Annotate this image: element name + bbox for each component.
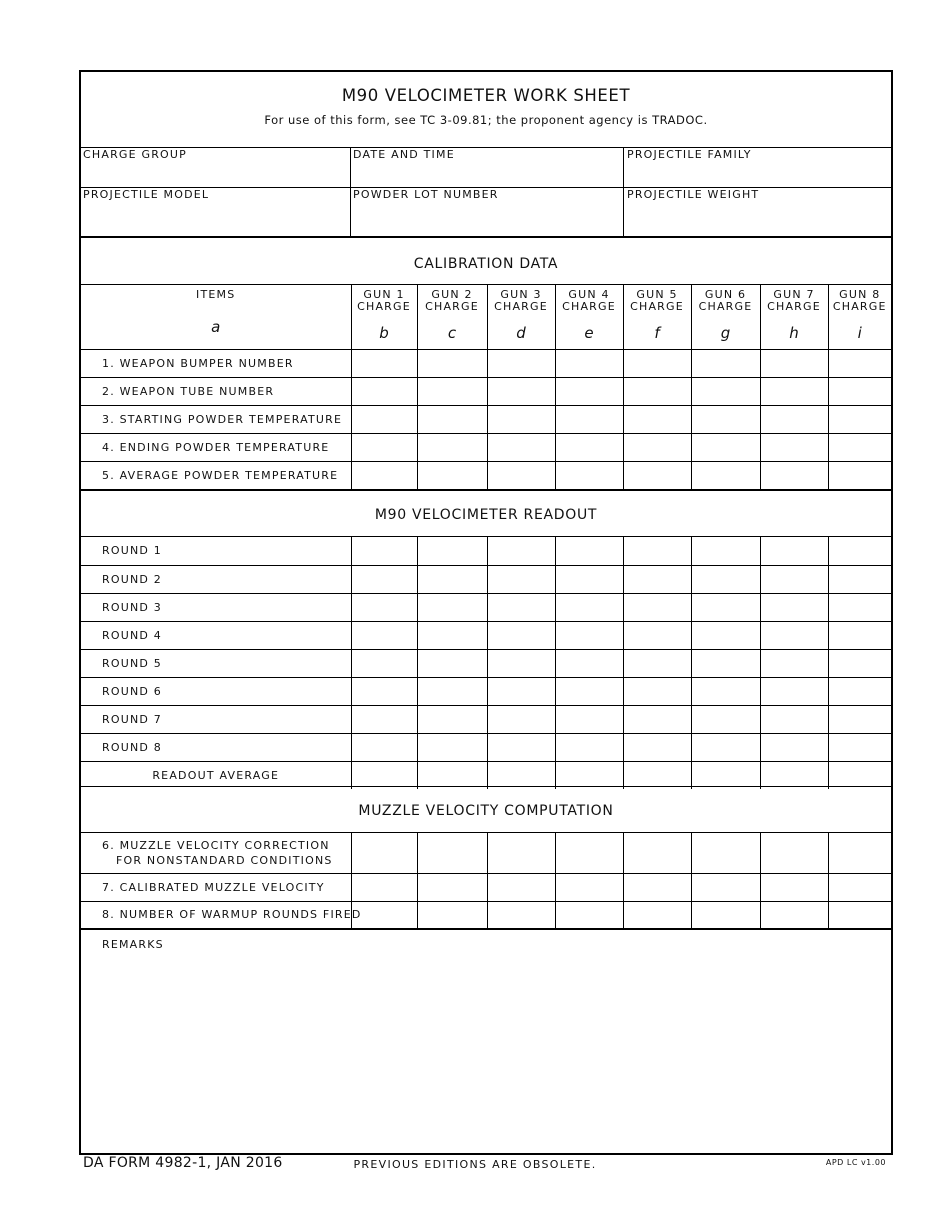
entry-cell[interactable] — [351, 433, 417, 461]
entry-cell[interactable] — [760, 433, 828, 461]
entry-cell[interactable] — [487, 565, 555, 593]
gun-8-header: GUN 8 CHARGE i — [828, 285, 891, 349]
entry-cell[interactable] — [487, 433, 555, 461]
entry-cell[interactable] — [623, 377, 691, 405]
calibration-table — [81, 285, 891, 489]
date-time-field[interactable]: DATE AND TIME — [353, 148, 455, 161]
entry-cell[interactable] — [760, 705, 828, 733]
table-row — [81, 461, 891, 489]
row-label: 3. STARTING POWDER TEMPERATURE — [81, 405, 351, 433]
entry-cell[interactable] — [623, 621, 691, 649]
entry-cell[interactable] — [351, 537, 417, 565]
entry-cell[interactable] — [555, 565, 623, 593]
entry-cell[interactable] — [828, 705, 891, 733]
gun-7-header: GUN 7 CHARGE h — [760, 285, 828, 349]
divider — [81, 236, 891, 238]
projectile-family-field[interactable]: PROJECTILE FAMILY — [627, 148, 752, 161]
entry-cell[interactable] — [555, 705, 623, 733]
entry-cell[interactable] — [691, 733, 760, 761]
entry-cell[interactable] — [760, 349, 828, 377]
row-label: ROUND 2 — [81, 565, 351, 593]
entry-cell[interactable] — [417, 733, 487, 761]
entry-cell[interactable] — [555, 593, 623, 621]
entry-cell[interactable] — [828, 761, 891, 789]
entry-cell[interactable] — [760, 593, 828, 621]
entry-cell[interactable] — [828, 565, 891, 593]
gun-1-header: GUN 1 CHARGE b — [351, 285, 417, 349]
table-row — [81, 537, 891, 565]
entry-cell[interactable] — [623, 649, 691, 677]
entry-cell[interactable] — [555, 901, 623, 928]
entry-cell[interactable] — [487, 761, 555, 789]
entry-cell[interactable] — [487, 461, 555, 489]
entry-cell[interactable] — [691, 761, 760, 789]
entry-cell[interactable] — [417, 901, 487, 928]
entry-cell[interactable] — [487, 349, 555, 377]
row-label: 6. MUZZLE VELOCITY CORRECTION FOR NONSTANDARD CONDITIONS — [81, 833, 351, 873]
entry-cell[interactable] — [691, 621, 760, 649]
entry-cell[interactable] — [487, 901, 555, 928]
entry-cell[interactable] — [555, 377, 623, 405]
entry-cell[interactable] — [417, 833, 487, 873]
entry-cell[interactable] — [623, 901, 691, 928]
entry-cell[interactable] — [417, 593, 487, 621]
entry-cell[interactable] — [623, 733, 691, 761]
readout-table — [81, 537, 891, 789]
table-row — [81, 833, 891, 873]
entry-cell[interactable] — [760, 761, 828, 789]
row-label: 2. WEAPON TUBE NUMBER — [81, 377, 351, 405]
entry-cell[interactable] — [351, 705, 417, 733]
entry-cell[interactable] — [417, 565, 487, 593]
calibration-title: CALIBRATION DATA — [413, 256, 559, 272]
entry-cell[interactable] — [691, 433, 760, 461]
table-row — [81, 565, 891, 593]
table-row — [81, 621, 891, 649]
row-label: ROUND 8 — [81, 733, 351, 761]
entry-cell[interactable] — [555, 621, 623, 649]
entry-cell[interactable] — [487, 621, 555, 649]
entry-cell[interactable] — [351, 349, 417, 377]
entry-cell[interactable] — [691, 565, 760, 593]
entry-cell[interactable] — [417, 705, 487, 733]
entry-cell[interactable] — [351, 833, 417, 873]
entry-cell[interactable] — [555, 405, 623, 433]
entry-cell[interactable] — [351, 461, 417, 489]
row-label: 7. CALIBRATED MUZZLE VELOCITY — [81, 873, 351, 901]
entry-cell[interactable] — [417, 873, 487, 901]
entry-cell[interactable] — [623, 349, 691, 377]
table-row — [81, 349, 891, 377]
entry-cell[interactable] — [760, 649, 828, 677]
entry-cell[interactable] — [417, 377, 487, 405]
divider — [81, 489, 891, 491]
entry-cell[interactable] — [691, 833, 760, 873]
gun-4-header: GUN 4 CHARGE e — [555, 285, 623, 349]
entry-cell[interactable] — [417, 621, 487, 649]
entry-cell[interactable] — [828, 621, 891, 649]
entry-cell[interactable] — [555, 733, 623, 761]
entry-cell[interactable] — [691, 873, 760, 901]
entry-cell[interactable] — [555, 461, 623, 489]
entry-cell[interactable] — [691, 461, 760, 489]
entry-cell[interactable] — [828, 433, 891, 461]
entry-cell[interactable] — [351, 873, 417, 901]
entry-cell[interactable] — [623, 537, 691, 565]
charge-group-field[interactable]: CHARGE GROUP — [83, 148, 188, 161]
form-subtitle: For use of this form, see TC 3-09.81; the proponent agency is TRADOC. — [264, 113, 708, 127]
muzzle-title: MUZZLE VELOCITY COMPUTATION — [358, 803, 614, 819]
table-row — [81, 733, 891, 761]
row-label: ROUND 5 — [81, 649, 351, 677]
projectile-model-field[interactable]: PROJECTILE MODEL — [83, 188, 210, 201]
entry-cell[interactable] — [623, 405, 691, 433]
entry-cell[interactable] — [623, 833, 691, 873]
table-row — [81, 873, 891, 901]
row-label: 1. WEAPON BUMPER NUMBER — [81, 349, 351, 377]
entry-cell[interactable] — [623, 593, 691, 621]
entry-cell[interactable] — [828, 405, 891, 433]
row-label: 8. NUMBER OF WARMUP ROUNDS FIRED — [81, 901, 351, 928]
entry-cell[interactable] — [828, 677, 891, 705]
table-row — [81, 433, 891, 461]
entry-cell[interactable] — [760, 621, 828, 649]
divider — [81, 786, 891, 787]
row-label: 4. ENDING POWDER TEMPERATURE — [81, 433, 351, 461]
table-row — [81, 901, 891, 928]
entry-cell[interactable] — [691, 377, 760, 405]
entry-cell[interactable] — [623, 705, 691, 733]
entry-cell[interactable] — [828, 461, 891, 489]
entry-cell[interactable] — [691, 593, 760, 621]
entry-cell[interactable] — [351, 649, 417, 677]
entry-cell[interactable] — [828, 901, 891, 928]
row-label: 5. AVERAGE POWDER TEMPERATURE — [81, 461, 351, 489]
title-block — [81, 72, 891, 147]
remarks-field[interactable]: REMARKS — [102, 938, 164, 951]
form-id: DA FORM 4982-1, JAN 2016 — [83, 1155, 283, 1171]
entry-cell[interactable] — [828, 833, 891, 873]
entry-cell[interactable] — [691, 705, 760, 733]
entry-cell[interactable] — [487, 733, 555, 761]
row-label: ROUND 6 — [81, 677, 351, 705]
row-label: ROUND 4 — [81, 621, 351, 649]
table-row — [81, 405, 891, 433]
entry-cell[interactable] — [760, 461, 828, 489]
gun-5-header: GUN 5 CHARGE f — [623, 285, 691, 349]
field-divider — [623, 147, 624, 237]
entry-cell[interactable] — [760, 377, 828, 405]
entry-cell[interactable] — [555, 677, 623, 705]
entry-cell[interactable] — [828, 537, 891, 565]
divider — [81, 928, 891, 930]
table-row — [81, 593, 891, 621]
entry-cell[interactable] — [487, 593, 555, 621]
readout-average-label: READOUT AVERAGE — [81, 761, 351, 789]
entry-cell[interactable] — [487, 537, 555, 565]
entry-cell[interactable] — [417, 677, 487, 705]
table-row — [81, 761, 891, 789]
entry-cell[interactable] — [351, 377, 417, 405]
entry-cell[interactable] — [555, 761, 623, 789]
table-row — [81, 705, 891, 733]
gun-6-header: GUN 6 CHARGE g — [691, 285, 760, 349]
entry-cell[interactable] — [351, 565, 417, 593]
obsolete-notice: PREVIOUS EDITIONS ARE OBSOLETE. — [353, 1158, 597, 1171]
entry-cell[interactable] — [351, 761, 417, 789]
entry-cell[interactable] — [351, 677, 417, 705]
form-title: M90 VELOCIMETER WORK SHEET — [341, 86, 631, 105]
entry-cell[interactable] — [760, 901, 828, 928]
items-header: ITEMS a — [81, 285, 351, 349]
entry-cell[interactable] — [828, 733, 891, 761]
version-label: APD LC v1.00 — [825, 1158, 886, 1167]
entry-cell[interactable] — [691, 901, 760, 928]
entry-cell[interactable] — [417, 761, 487, 789]
entry-cell[interactable] — [828, 649, 891, 677]
gun-2-header: GUN 2 CHARGE c — [417, 285, 487, 349]
entry-cell[interactable] — [691, 405, 760, 433]
entry-cell[interactable] — [351, 733, 417, 761]
entry-cell[interactable] — [760, 405, 828, 433]
powder-lot-field[interactable]: POWDER LOT NUMBER — [353, 188, 499, 201]
row-label: ROUND 7 — [81, 705, 351, 733]
entry-cell[interactable] — [828, 873, 891, 901]
muzzle-table — [81, 833, 891, 928]
entry-cell[interactable] — [760, 873, 828, 901]
entry-cell[interactable] — [417, 405, 487, 433]
entry-cell[interactable] — [760, 677, 828, 705]
table-row — [81, 677, 891, 705]
entry-cell[interactable] — [487, 705, 555, 733]
entry-cell[interactable] — [760, 537, 828, 565]
entry-cell[interactable] — [351, 593, 417, 621]
entry-cell[interactable] — [760, 833, 828, 873]
entry-cell[interactable] — [623, 461, 691, 489]
entry-cell[interactable] — [487, 377, 555, 405]
entry-cell[interactable] — [555, 873, 623, 901]
table-row — [81, 377, 891, 405]
divider — [81, 147, 891, 148]
entry-cell[interactable] — [555, 349, 623, 377]
entry-cell[interactable] — [691, 649, 760, 677]
field-divider — [350, 147, 351, 237]
entry-cell[interactable] — [828, 377, 891, 405]
entry-cell[interactable] — [417, 461, 487, 489]
entry-cell[interactable] — [623, 565, 691, 593]
row-label: ROUND 3 — [81, 593, 351, 621]
gun-3-header: GUN 3 CHARGE d — [487, 285, 555, 349]
entry-cell[interactable] — [487, 405, 555, 433]
entry-cell[interactable] — [691, 537, 760, 565]
entry-cell[interactable] — [623, 677, 691, 705]
entry-cell[interactable] — [351, 621, 417, 649]
entry-cell[interactable] — [760, 565, 828, 593]
entry-cell[interactable] — [417, 433, 487, 461]
entry-cell[interactable] — [487, 833, 555, 873]
entry-cell[interactable] — [623, 873, 691, 901]
entry-cell[interactable] — [417, 349, 487, 377]
entry-cell[interactable] — [555, 433, 623, 461]
entry-cell[interactable] — [555, 833, 623, 873]
entry-cell[interactable] — [417, 649, 487, 677]
entry-cell[interactable] — [828, 349, 891, 377]
form-frame — [79, 70, 893, 1155]
entry-cell[interactable] — [487, 649, 555, 677]
entry-cell[interactable] — [760, 733, 828, 761]
entry-cell[interactable] — [555, 537, 623, 565]
entry-cell[interactable] — [623, 433, 691, 461]
entry-cell[interactable] — [487, 677, 555, 705]
entry-cell[interactable] — [417, 537, 487, 565]
calibration-header-row — [81, 285, 891, 349]
entry-cell[interactable] — [691, 349, 760, 377]
entry-cell[interactable] — [487, 873, 555, 901]
entry-cell[interactable] — [351, 405, 417, 433]
entry-cell[interactable] — [623, 761, 691, 789]
entry-cell[interactable] — [555, 649, 623, 677]
entry-cell[interactable] — [691, 677, 760, 705]
row-label: ROUND 1 — [81, 537, 351, 565]
table-row — [81, 649, 891, 677]
readout-title: M90 VELOCIMETER READOUT — [374, 507, 598, 523]
projectile-weight-field[interactable]: PROJECTILE WEIGHT — [627, 188, 760, 201]
entry-cell[interactable] — [828, 593, 891, 621]
